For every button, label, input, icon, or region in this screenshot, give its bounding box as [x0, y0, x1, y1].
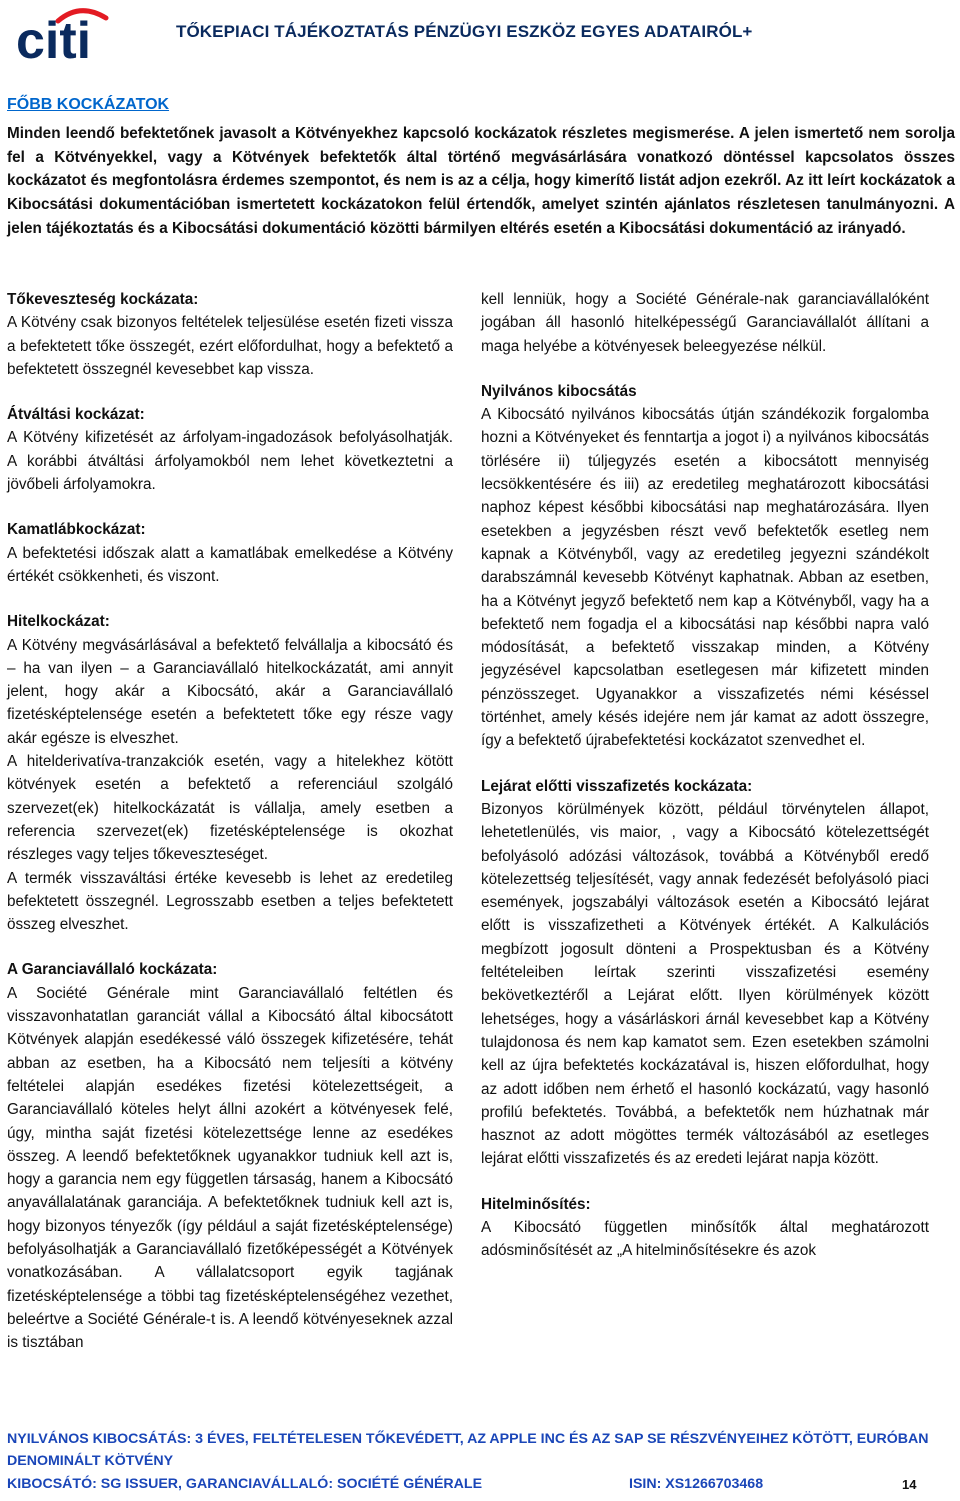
page-footer	[7, 1428, 953, 1472]
intro-paragraph: Minden leendő befektetőnek javasolt a Kötvényekhez kapcsoló kockázatok részletes megismerése. A jelen ismertető nem sorolja fel a Kötvényekkel, vagy a Kötvények befektetők által történő megvásárlására vonatkozó döntéssel kapcsolatos összes kockázatot és megfontolásra érdemes szempontot, és nem is az a célja, hogy kimerítő listát adjon ezekről. Az itt leírt kockázatok a Kibocsátási dokumentációban ismertetett kockázatokon felül értendők, amelyet szintén ajánlatos részletesen tanulmányozni. A jelen tájékoztatás és a Kibocsátási dokumentáció közötti bármilyen eltérés esetén a Kibocsátási dokumentáció az irányadó.	[7, 125, 955, 237]
text-credit-risk-2: A hitelderivatíva-tranzakciók esetén, vagy a hitelekhez kötött kötvények esetén a befektető a referenciául szolgáló szervezet(ek) hitelkockázatát is vállalja, amely esetben a referencia szervezet(ek) fizetésképtelensége is okozhat részleges vagy teljes tőkeveszteséget.	[7, 753, 453, 864]
right-column	[481, 288, 929, 1263]
text-credit-risk-3: A termék visszaváltási értéke kevesebb is lehet az eredetileg befektetett összegnél. Legrosszabb esetben a teljes befektetett összeg elveszhet.	[7, 869, 453, 934]
footer-isin: ISIN: XS1266703468	[629, 1476, 764, 1492]
heading-credit-risk: Hitelkockázat:	[7, 613, 110, 631]
text-capital-loss-risk: A Kötvény csak bizonyos feltételek teljesülése esetén fizeti vissza a befektetett tőke összegét, ezért előfordulhat, hogy a befektető a befektetett összegnél kevesebbet kap vissza.	[7, 314, 453, 378]
footer-product-line-1: NYILVÁNOS KIBOCSÁTÁS: 3 ÉVES, FELTÉTELESEN TŐKEVÉDETT, AZ APPLE INC ÉS AZ SAP SE RÉSZVÉNYEIHEZ KÖTÖTT, EURÓBAN	[7, 1431, 929, 1447]
text-exchange-risk: A Kötvény kifizetését az árfolyam-ingadozások befolyásolhatják. A korábbi átváltási árfolyamokból nem lehet következtetni a jövőbeli árfolyamokra.	[7, 429, 453, 494]
heading-exchange-risk: Átváltási kockázat:	[7, 406, 145, 424]
text-interest-rate-risk: A befektetési időszak alatt a kamatlábak emelkedése a Kötvény értékét csökkenheti, és viszont.	[7, 544, 453, 585]
text-early-redemption-risk: Bizonyos körülmények között, például törvénytelen állapot, lehetetlenülés, vis maior, , vagy a Kibocsátó kötelezettségét befolyásoló adózási változások, továbbá a Kötvényből eredő kötelezettség teljesítését, vagy annak fedezését befolyásoló piaci események, jogszabályi változások esetén a Kibocsátó lejárat előtt is visszafizetheti a Kötvények értékét. A Kalkulációs megbízott jogosult dönteni a Prospektusban és a Kötvény feltételeiben leírtak szerinti visszafizetési esemény bekövetkeztéről a Lejárat előtt. Ilyen körülmények között lehetséges, hogy a vásárláskori árnál kevesebbet kap a Kötvény tulajdonosa és nem kap kamatot sem. Ezen esetekben számolni kell az újra befektetés kockázatával is, hiszen előfordulhat, hogy az adott időben nem érhető el hasonló kockázatú, vagy hasonló profilú befektetés. Továbbá, a befektetők nem húzhatnak már hasznot az adott mögöttes termék változásából az esetleges lejárat előtti visszafizetés és az eredeti lejárat napja között.	[481, 800, 929, 1168]
text-guarantor-risk: A Société Générale mint Garanciavállaló feltétlen és visszavonhatatlan garanciát vállal a Kibocsátó által kibocsátott Kötvények alapján esedékessé váló összegek kifizetésére, tehát abban az esetben, ha a Kibocsátó nem teljesíti a kötvény feltételei alapján esedékes fizetési kötelezettségeit, a Garanciavállaló köteles helyt állni azokért a kötvényesek felé, úgy, mintha saját fizetési kötelezettsége lenne az esedékes összeg. A leendő befektetőknek ugyanakkor tudniuk kell azt is, hogy a garancia nem egy független társaság, hanem a Kibocsátó anyavállalatának garanciája. A befektetőknek tudniuk kell azt is, hogy bizonyos tényezők (így például a saját fizetésképtelensége) befolyásolhatják a Garanciavállaló fizetőképességét a Kötvények vonatkozásában. A vállalatcsoport egyik tagjának fizetésképtelensége a többi tag fizetésképtelenségéhez vezethet, beleértve a Société Générale-t is. A leendő kötvényeseknek azzal is tisztában	[7, 984, 453, 1352]
section-title-main-risks: FŐBB KOCKÁZATOK	[7, 96, 170, 113]
svg-text:citi: citi	[16, 12, 92, 64]
left-column	[7, 288, 453, 1354]
text-public-offering: A Kibocsátó nyilvános kibocsátás útján szándékozik forgalomba hozni a Kötvényeket és fenntartja a jogot i) a nyilvános kibocsátás törlésére ii) túljegyzés esetén a kibocsátott mennyiség lecsökkentésére és iii) az eredetileg meghatározott kibocsátási naphoz képest későbbi kibocsátási nap meghatározására. Ilyen esetekben a jegyzésben részt vevő befektetők esetleg nem kapnak a Kötvényből, vagy az eredetileg jegyezni szándékolt darabszámnál kevesebb Kötvényt kaphatnak. Abban az esetben, ha a Kötvényt jegyző befektető nem kap a Kötvényből, vagy ha a befektető nem fogadja el a kibocsátási nap későbbi napra való módosítását, a befektető visszakap minden, a Kötvény jegyzésével kapcsolatban esetlegesen már kifizetett minden pénzösszeget. Ugyanakkor a visszafizetés némi késéssel történhet, amely késés idejére nem jár kamat az adott összegre, így a befektető újrabefektetési kockázatot szenvedhet el.	[481, 406, 929, 750]
footer-issuer-row	[7, 1476, 953, 1492]
heading-early-redemption-risk: Lejárat előtti visszafizetés kockázata:	[481, 777, 753, 795]
text-credit-risk-1: A Kötvény megvásárlásával a befektető felvállalja a kibocsátó és – ha van ilyen – a Garanciavállaló hitelkockázatát, ami annyit jelent, hogy akár a Kibocsátó, akár a Garanciavállaló fizetésképtelensége esetén a befektetett tőke egy része vagy akár egésze is elveszhet.	[7, 636, 453, 747]
heading-capital-loss-risk: Tőkeveszteség kockázata:	[7, 291, 199, 308]
heading-guarantor-risk: A Garanciavállaló kockázata:	[7, 961, 218, 979]
citi-logo	[14, 4, 134, 64]
heading-interest-rate-risk: Kamatlábkockázat:	[7, 521, 146, 539]
heading-public-offering: Nyilvános kibocsátás	[481, 382, 637, 400]
heading-credit-rating: Hitelminősítés:	[481, 1195, 591, 1213]
document-header-title: TŐKEPIACI TÁJÉKOZTATÁS PÉNZÜGYI ESZKÖZ EGYES ADATAIRÓL+	[176, 22, 753, 41]
page-header	[0, 0, 960, 72]
text-guarantor-risk-continued: kell lenniük, hogy a Société Générale-nak garanciavállalóként jogában áll hasonló hitelképességű Garanciavállalót állítani a maga helyébe a kötvényesek beleegyezése nélkül.	[481, 291, 929, 355]
page-number: 14	[902, 1477, 917, 1492]
footer-issuer: KIBOCSÁTÓ: SG ISSUER, GARANCIAVÁLLALÓ: SOCIÉTÉ GÉNÉRALE	[7, 1476, 483, 1492]
text-credit-rating: A Kibocsátó független minősítők által meghatározott adósminősítését az „A hitelminősítésekre és azok	[481, 1218, 929, 1260]
footer-product-line-2: DENOMINÁLT KÖTVÉNY	[7, 1453, 174, 1469]
